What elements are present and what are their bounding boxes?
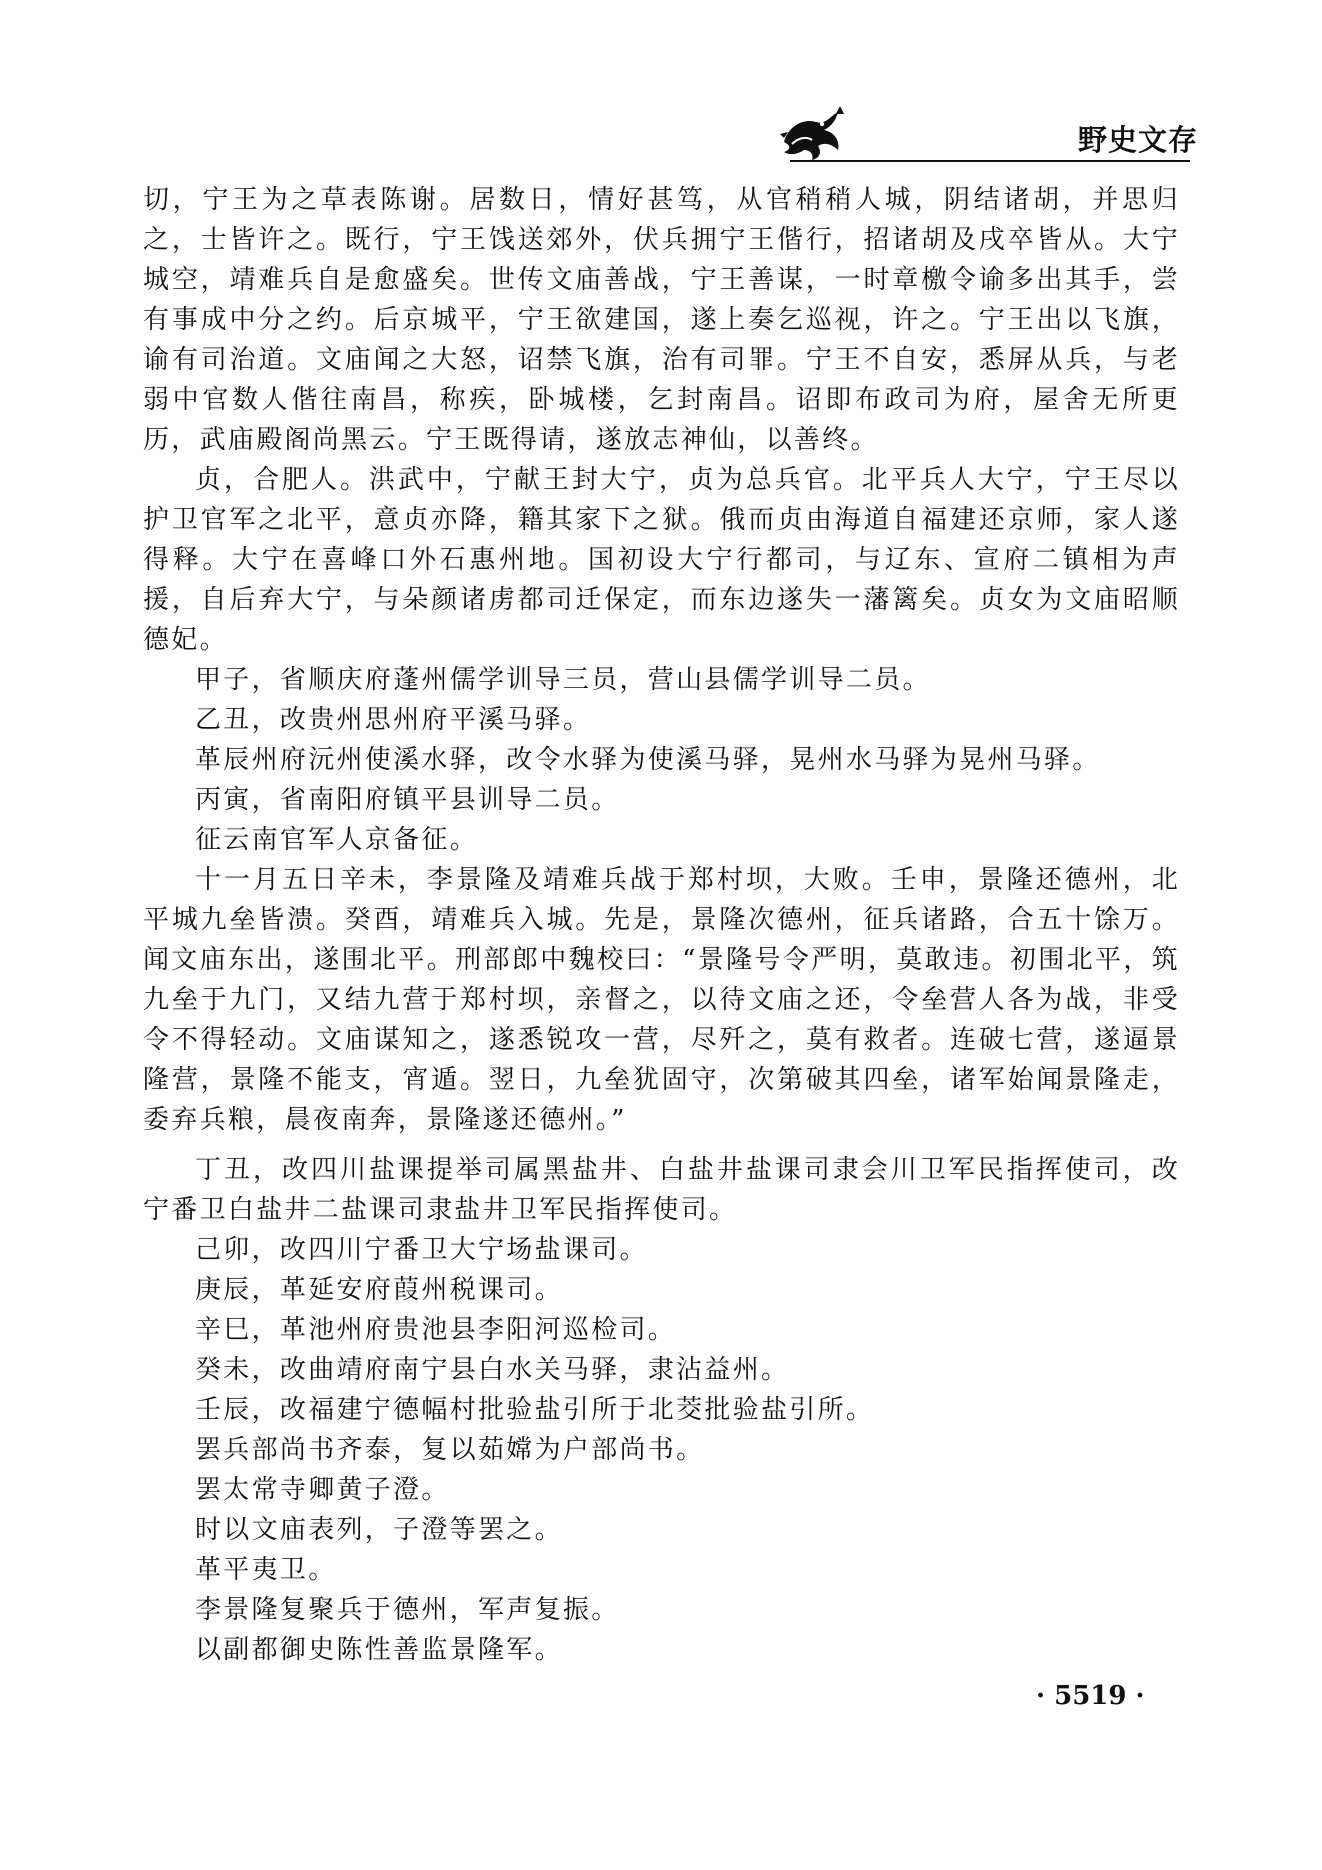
paragraph: 丁丑，改四川盐课提举司属黑盐井、白盐井盐课司隶会川卫军民指挥使司，改宁番卫白盐井二盐课司隶盐井卫军民指挥使司。	[143, 1155, 1180, 1225]
paragraph: 十一月五日辛未，李景隆及靖难兵战于郑村坝，大败。壬申，景隆还德州，北平城九垒皆溃。癸酉，靖难兵入城。先是，景隆次德州，征兵诸路，合五十馀万。闻文庙东出，遂围北平。刑部郎中魏校曰：“景隆号令严明，莫敢违。初围北平，筑九垒于九门，又结九营于郑村坝，亲督之，以待文庙之还，令垒营人各为战，非受令不得轻动。文庙谋知之，遂悉锐攻一营，尽歼之，莫有救者。连破七营，遂逼景隆营，景隆不能支，宵遁。翌日，九垒犹固守，次第破其四垒，诸军始闻景隆走，委弃兵粮，晨夜南奔，景隆遂还德州。”	[143, 865, 1180, 1135]
paragraph: 庚辰，革延安府葭州税课司。	[195, 1275, 563, 1305]
page-number: · 5519 ·	[1036, 1681, 1145, 1711]
paragraph: 己卯，改四川宁番卫大宁场盐课司。	[195, 1235, 648, 1265]
dragon-emblem-icon	[778, 104, 848, 164]
paragraph: 乙丑，改贵州思州府平溪马驿。	[195, 705, 592, 735]
paragraph: 丙寅，省南阳府镇平县训导二员。	[195, 785, 620, 815]
paragraph: 征云南官军人京备征。	[195, 825, 479, 855]
paragraph: 李景隆复聚兵于德州，军声复振。	[195, 1595, 620, 1625]
paragraph: 壬辰，改福建宁德幅村批验盐引所于北茭批验盐引所。	[195, 1395, 875, 1425]
paragraph: 辛巳，革池州府贵池县李阳河巡检司。	[195, 1315, 677, 1345]
page-header	[0, 0, 1322, 175]
paragraph: 甲子，省顺庆府蓬州儒学训导三员，营山县儒学训导二员。	[195, 665, 931, 695]
paragraph: 革辰州府沅州使溪水驿，改令水驿为使溪马驿，晃州水马驿为晃州马驿。	[195, 745, 1101, 775]
paragraph: 贞，合肥人。洪武中，宁献王封大宁，贞为总兵官。北平兵人大宁，宁王尽以护卫官军之北平，意贞亦降，籍其家下之狱。俄而贞由海道自福建还京师，家人遂得释。大宁在喜峰口外石惠州地。国初设大宁行都司，与辽东、宣府二镇相为声援，自后弃大宁，与朵颜诸虏都司迁保定，而东边遂失一藩篱矣。贞女为文庙昭顺德妃。	[143, 465, 1180, 655]
body-text	[143, 180, 1180, 1670]
paragraph: 时以文庙表列，子澄等罢之。	[195, 1515, 563, 1545]
paragraph: 罢太常寺卿黄子澄。	[195, 1475, 450, 1505]
paragraph: 切，宁王为之草表陈谢。居数日，情好甚笃，从官稍稍人城，阴结诸胡，并思归之，士皆许之。既行，宁王饯送郊外，伏兵拥宁王偕行，招诸胡及戌卒皆从。大宁城空，靖难兵自是愈盛矣。世传文庙善战，宁王善谋，一时章檄令谕多出其手，尝有事成中分之约。后京城平，宁王欲建国，遂上奏乞巡视，许之。宁王出以飞旗，谕有司治道。文庙闻之大怒，诏禁飞旗，治有司罪。宁王不自安，悉屏从兵，与老弱中官数人偕往南昌，称疾，卧城楼，乞封南昌。诏即布政司为府，屋舍无所更历，武庙殿阁尚黑云。宁王既得请，遂放志神仙，以善终。	[143, 185, 1180, 455]
paragraph: 癸未，改曲靖府南宁县白水关马驿，隶沾益州。	[195, 1355, 790, 1385]
paragraph: 革平夷卫。	[195, 1555, 337, 1585]
paragraph: 罢兵部尚书齐泰，复以茹嫦为户部尚书。	[195, 1435, 705, 1465]
paragraph: 以副都御史陈性善监景隆军。	[195, 1635, 563, 1665]
series-title: 野史文存	[1078, 123, 1199, 157]
header-rule	[790, 160, 1190, 162]
